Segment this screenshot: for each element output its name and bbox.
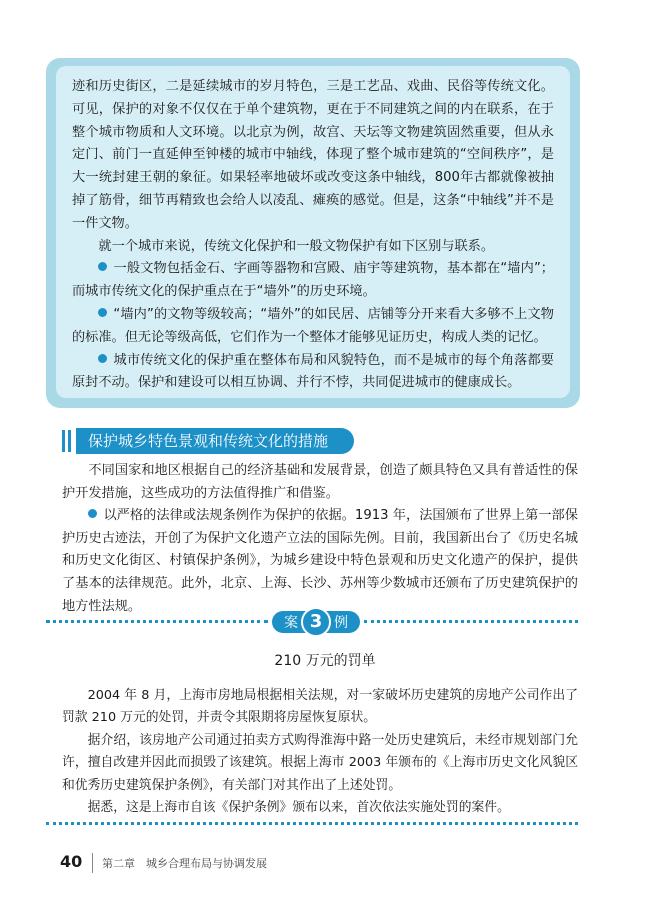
box-bullet-1: 一般文物包括金石、字画等器物和宫殿、庙宇等建筑物，基本都在“墙内”；而城市传统文化的保护重点在于“墙外”的历史环境。	[72, 261, 554, 300]
section-bars-icon	[62, 430, 76, 452]
footer-separator	[92, 853, 93, 873]
bullet-dot-icon	[88, 509, 97, 518]
section-body	[62, 460, 578, 618]
box-bullet-2: “墙内”的文物等级较高；“墙外”的如民居、店铺等分开来看大多够不上文物的标准。但无论等级高低，它们作为一个整体才能够见证历史，构成人类的记忆。	[72, 306, 554, 345]
case-paragraph-1: 2004 年 8 月，上海市房地局根据相关法规，对一家破坏历史建筑的房地产公司作出了罚款 210 万元的处罚，并责令其限期将房屋恢复原状。	[62, 688, 578, 726]
section-paragraph-1: 不同国家和地区根据自己的经济基础和发展背景，创造了颇具特色又具有普适性的保护开发措施，这些成功的方法值得推广和借鉴。	[62, 463, 578, 501]
case-body	[62, 685, 578, 819]
case-divider-left	[46, 620, 268, 623]
bullet-dot-icon	[98, 308, 107, 317]
reading-box	[46, 58, 580, 408]
case-paragraph-2: 据介绍，该房地产公司通过拍卖方式购得淮海中路一处历史建筑后，未经市规划部门允许，擅自改建并因此而损毁了该建筑。根据上海市 2003 年颁布的《上海市历史文化风貌区和优秀历史建筑保护条例》，有关部门对其作出了上述处罚。	[62, 732, 578, 793]
box-bullet-3: 城市传统文化的保护重在整体布局和风貌特色，而不是城市的每个角落都要原封不动。保护和建设可以相互协调、并行不悖，共同促进城市的健康成长。	[72, 352, 554, 391]
section-bullet-1: 以严格的法律或法规条例作为保护的依据。1913 年，法国颁布了世界上第一部保护历史古迹法，开创了为保护文化遗产立法的国际先例。目前，我国新出台了《历史名城和历史文化街区、村镇保护条例》，为城乡建设中特色景观和历史文化遗产的保护，提供了基本的法律规范。此外，北京、上海、长沙、苏州等少数城市还颁布了历史建筑保护的地方性法规。	[62, 508, 578, 614]
case-divider-right	[364, 620, 578, 623]
bullet-dot-icon	[98, 262, 107, 271]
reading-box-content	[56, 66, 570, 398]
bullet-dot-icon	[98, 354, 107, 363]
chapter-title: 第二章 城乡合理布局与协调发展	[102, 857, 267, 870]
case-title: 210 万元的罚单	[274, 653, 376, 669]
box-paragraph-2: 就一个城市来说，传统文化保护和一般文物保护有如下区别与联系。	[98, 238, 495, 254]
case-label-right: 例	[334, 615, 348, 631]
section-header	[62, 428, 362, 454]
case-bottom-divider	[46, 822, 578, 825]
box-paragraph-1: 迹和历史街区，二是延续城市的岁月特色，三是工艺品、戏曲、民俗等传统文化。可见，保护的对象不仅仅在于单个建筑物，更在于不同建筑之间的内在联系，在于整个城市物质和人文环境。以北京为例，故宫、天坛等文物建筑固然重要，但从永定门、前门一直延伸至钟楼的城市中轴线，体现了整个城市建筑的“空间秩序”，是大一统封建王朝的象征。如果轻率地破坏或改变这条中轴线，800年古都就像被抽掉了筋骨，细节再精致也会给人以凌乱、瘫痪的感觉。但是，这条“中轴线”并不是一件文物。	[72, 79, 554, 231]
section-title: 保护城乡特色景观和传统文化的措施	[76, 428, 354, 454]
case-label-left: 案	[284, 615, 298, 631]
page-number: 40	[60, 852, 83, 871]
case-number: 3	[301, 607, 331, 637]
case-paragraph-3: 据悉，这是上海市自该《保护条例》颁布以来，首次依法实施处罚的案件。	[87, 800, 510, 816]
